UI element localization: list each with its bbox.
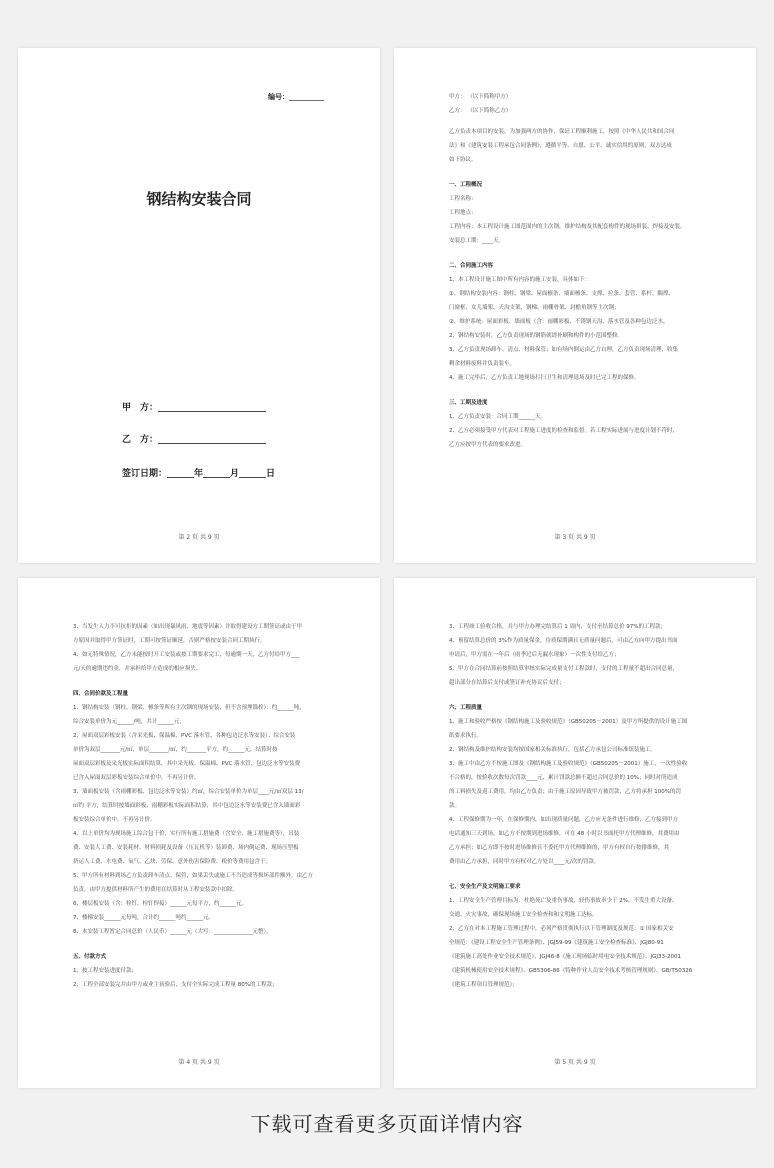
body-line: 工程名称： <box>449 196 477 202</box>
body-line: 1、本工程设计施工图中所有内容的施工安装，具体如下： <box>449 277 591 283</box>
body-line: 《建筑工程项目管理规范》； <box>449 982 518 988</box>
section-heading: 二、合同施工内容 <box>449 263 494 269</box>
sign-date-line: 签订日期：______年______月______日 <box>122 469 276 479</box>
contract-page-5 <box>394 578 756 1088</box>
body-line: 4、施工完毕后，乙方负责工地现场打扫卫生和清理退场及时已完工程的保修。 <box>449 375 640 381</box>
body-line: 4、预留结算总价的 3%作为质量保金，待质保期满且无质量问题后，可由乙方向甲方提出书面 <box>449 638 678 644</box>
body-line: 挤运人工费、水电费、氧气、乙炔、劳保、意外伤害保险费、税价等费用包含于。 <box>73 859 272 865</box>
body-line: 方原因并取得甲方签证时，工期可按签证顺延，否则严格按安装合同工期执行。 <box>73 638 266 644</box>
body-line: 工程地点： <box>449 210 477 216</box>
body-line: 1、乙方负责安装：合同工期______天。 <box>449 414 547 420</box>
body-line: 门窗框、女儿墙架、天沟支架、钢梯、雨棚骨架、封檐角钢等主次钢； <box>449 305 620 311</box>
body-line: 纸要求执行。 <box>449 733 483 739</box>
body-line: 元/天的逾期违约金，并承担给甲方造成的相应损失。 <box>73 666 202 672</box>
body-line: 1、按工程安装进度付款； <box>73 968 138 974</box>
section-heading: 七、安全生产及文明施工要求 <box>449 884 521 890</box>
body-line: 剩余材料废料并负责装车。 <box>449 361 516 367</box>
download-more-caption: 下载可查看更多页面详情内容 <box>250 1112 524 1136</box>
body-line: 8、本安装工程暂定合同总价（人民币）______元（大写：______________元整）。 <box>73 929 272 935</box>
body-line: 1、工程安全生产管理目标为：杜绝死亡及重伤事故，轻伤事故率少于 2%，不发生重大设备、 <box>449 898 678 904</box>
contract-page-4 <box>18 578 380 1088</box>
body-line: 综合安装单价为元______/吨，共计______元； <box>73 719 185 725</box>
body-line: 4、工程保修期为一年，在保修期内，如出现质量问题，乙方应无条件进行维修，乙方接到甲方 <box>449 817 679 823</box>
section-heading: 五、付款方式 <box>73 954 107 960</box>
spacer <box>449 118 716 125</box>
body-line: 4、如无特殊情况，乙方未能按时开工安装或按工期要求完工，每逾期一天，乙方付给甲方___ <box>73 652 300 658</box>
body-line: 3、当发生人力不可抗拒的因素（如出现暴风雨、地震等因素）并取得建设方工期签证或由于甲 <box>73 624 303 630</box>
contract-number-label: 编号：__________ <box>268 93 324 101</box>
page-number: 第 4 页 共 9 页 <box>178 1059 220 1066</box>
section-heading: 四、合同价款及工程量 <box>73 691 129 697</box>
body-line: 2、乙方必须接受甲方代表对工程施工进度的检查和监督。若工程实际进展与进度计划不符时， <box>449 428 679 434</box>
page-content <box>449 620 716 992</box>
body-line: ①、钢结构安装内容：钢柱、钢梁、屋面檩条、墙面檩条、支撑、拉条、套管、系杆、隅撑、 <box>449 291 674 297</box>
page-number: 第 2 页 共 9 页 <box>178 534 220 541</box>
body-line: 申请后，甲方需在一年后（雨季过后无漏水现象）一次性支付给乙方； <box>449 652 620 658</box>
body-line: 费、安装人工费、安装耗材、材料损耗及设备（压瓦机等）装卸费、场内倒运费、现场压型板 <box>73 845 299 851</box>
body-line: 3、工程竣工验收合格，并与甲方办理完结算后 1 周内，支付至结算总价 97%的工程款； <box>449 624 666 630</box>
body-line: 乙方负责本项目的安装，为加强两方的协作，保证工程顺利施工，按照《中华人民共和国合同 <box>449 129 675 135</box>
body-line: 款。 <box>449 803 461 809</box>
body-line: 的工料损失及返工费用，均由乙方负责；由于施工原因导致甲方被罚款，乙方将承担 100%的罚 <box>449 789 681 795</box>
section-heading: 三、工期及进度 <box>449 400 488 406</box>
body-line: 乙方应按甲方代表的要求改进。 <box>449 442 527 448</box>
body-line: 2、屋面双层彩板安装（含采光板、保温棉、PVC 落水管、各种包边泛水等安装）；综合安装 <box>73 733 296 739</box>
body-line: 2、钢结构安装时，乙方负责现场的钢筋就谱补刷和构件的小范围整修。 <box>449 333 624 339</box>
body-line: 甲方： （以下简称甲方） <box>449 94 512 100</box>
body-line: 超出部分在结算后支付或签订补充协议后支付； <box>449 680 565 686</box>
body-line: 已含入屋面双层彩板安装综合单价中，不再另计价。 <box>73 775 200 781</box>
body-line: 屋面双层彩板及采光板实际面积结算，其中采光板、保温棉、PVC 落水管、包边泛水等安装费 <box>73 761 301 767</box>
page-content <box>449 90 716 452</box>
body-line: 乙方： （以下简称乙方） <box>449 108 512 114</box>
body-line: 5、甲方在合同结算前按照结算审核实际完成量支付工程款时，支付的工程量不超出合同总量， <box>449 666 679 672</box>
body-line: 6、楼层板安装（含：栓钉、栓钉焊接）______元每平方，约______元。 <box>73 901 248 907</box>
body-line: 工程内容：本工程设计施工图范围内的主次钢，维护结构及其配套构件的现场拼装、焊接及安装。 <box>449 224 686 230</box>
body-line: 3、乙方负责现场卸车、清点、材料保管；如有场内倒运由乙方自理，乙方负责现场清理，收集 <box>449 347 679 353</box>
contract-title: 钢结构安装合同 <box>146 190 252 208</box>
page-number: 第 3 页 共 9 页 <box>554 534 596 541</box>
body-line: 板安装综合单价中，不再另计价。 <box>73 817 156 823</box>
body-line: 《建筑施工高处作业安全技术规范》、JGJ46-8《施工现场临时用电安全技术规范》、JGJ33-2001 <box>449 954 681 960</box>
body-line: 2、工程全部安装完并由甲方或业主初验后，支付全实际完成工程量 80%的工程款； <box>73 982 278 988</box>
body-line: ㎡约 平方，结算时按墙面彩板、雨棚彩板实际面积结算，其中包边泛水等安装费已含入墙面彩 <box>73 803 301 809</box>
body-line: 1、施工和验收严格按《钢结构施工及验收规范》（GB50205－2001）及甲方所提供的设计施工图 <box>449 719 688 725</box>
body-line: 不合格的，按验收次数每次罚款____元，累计罚款总额不超过合同总价的 10%；同时对所造成 <box>449 775 678 781</box>
body-line: 全规范：《建设工程安全生产管理条例》、JGJ59-99《建筑施工安全检查标准》、JGJ80-91 <box>449 940 664 946</box>
page-content <box>73 620 340 992</box>
body-line: 法》和《建筑安装工程承包合同条例》，遵循平等、自愿、公平、诚实信用的原则，双方达成 <box>449 143 672 149</box>
body-line: 2、乙方在对本工程施工管理过程中，必须严格贯彻执行以下管理制度及规范：① 国家相关安 <box>449 926 674 932</box>
body-line: 3、墙面板安装（含雨棚彩板、包边泛水等安装）约㎡，综合安装单价为单层____元/㎡双层 13/ <box>73 789 304 795</box>
body-line: 《建筑机械使用安全技术规程》、GB5306-86《特种作业人员安全技术考核管理规则》、GB/T50326 <box>449 968 693 974</box>
body-line: 5、甲方所有材料到场乙方负责卸车清点、保管，如果丢失或施工不当造成等损坏部件额外，由乙方 <box>73 873 314 879</box>
body-line: 3、施工中由乙方不按施工图及《钢结构施工及验收规范》（GB50205－2001）施工，一次性验收 <box>449 761 688 767</box>
party-a-line: 甲 方：________________________ <box>122 403 267 413</box>
body-line: 负责。由甲方提供材料所产生的费用在结算时从工程安装款中扣除。 <box>73 887 239 893</box>
body-line: ②、维护系统：屋面彩板、墙面板（含：雨棚彩板、不锈钢天沟、落水管及各种包边泛水。 <box>449 319 669 325</box>
body-line: 交通、火灾事故，确保现场施工安全检查和和文明施工达标。 <box>449 912 598 918</box>
page-number: 第 5 页 共 9 页 <box>554 1059 596 1066</box>
party-b-line: 乙 方：________________________ <box>122 435 267 445</box>
section-heading: 六、工程质量 <box>449 705 483 711</box>
section-heading: 一、工程概况 <box>449 182 483 188</box>
body-line: 安装总工期：____天。 <box>449 238 505 244</box>
body-line: 电话通知三天到场，如乙方不按期到进场维修，可在 48 小时以书面托甲方代理维修，其费用由 <box>449 831 680 837</box>
body-line: 乙方承担；如乙方即不按时进场维修且不委托甲方代理维修的，甲方有权自行按排维修，其 <box>449 845 670 851</box>
body-line: 2、钢结构及维护结构安装均按国家相关标准执行，包括乙方承包公司标准组装施工。 <box>449 747 657 753</box>
body-line: 如下协议。 <box>449 157 477 163</box>
body-line: 4、以上单价均为现场施工综合包干价，实行所有施工措施费（含安全、施工措施费等），吊装 <box>73 831 300 837</box>
contract-page-3 <box>394 48 756 563</box>
body-line: 7、楼梯安装______元每吨，合计约______吨约______元。 <box>73 915 215 921</box>
body-line: 1、钢结构安装（钢柱、钢梁、檩条等所有主次钢的现场安装，但不含预埋锚栓）：约______吨， <box>73 705 305 711</box>
contract-cover-page <box>18 48 380 563</box>
body-line: 单价为双层_______元/㎡，单层_______/㎡，约_______平方，约______元，结算时按 <box>73 747 278 753</box>
body-line: 费用由乙方承担，同时甲方有权对乙方处以____元/次的罚款。 <box>449 859 600 865</box>
